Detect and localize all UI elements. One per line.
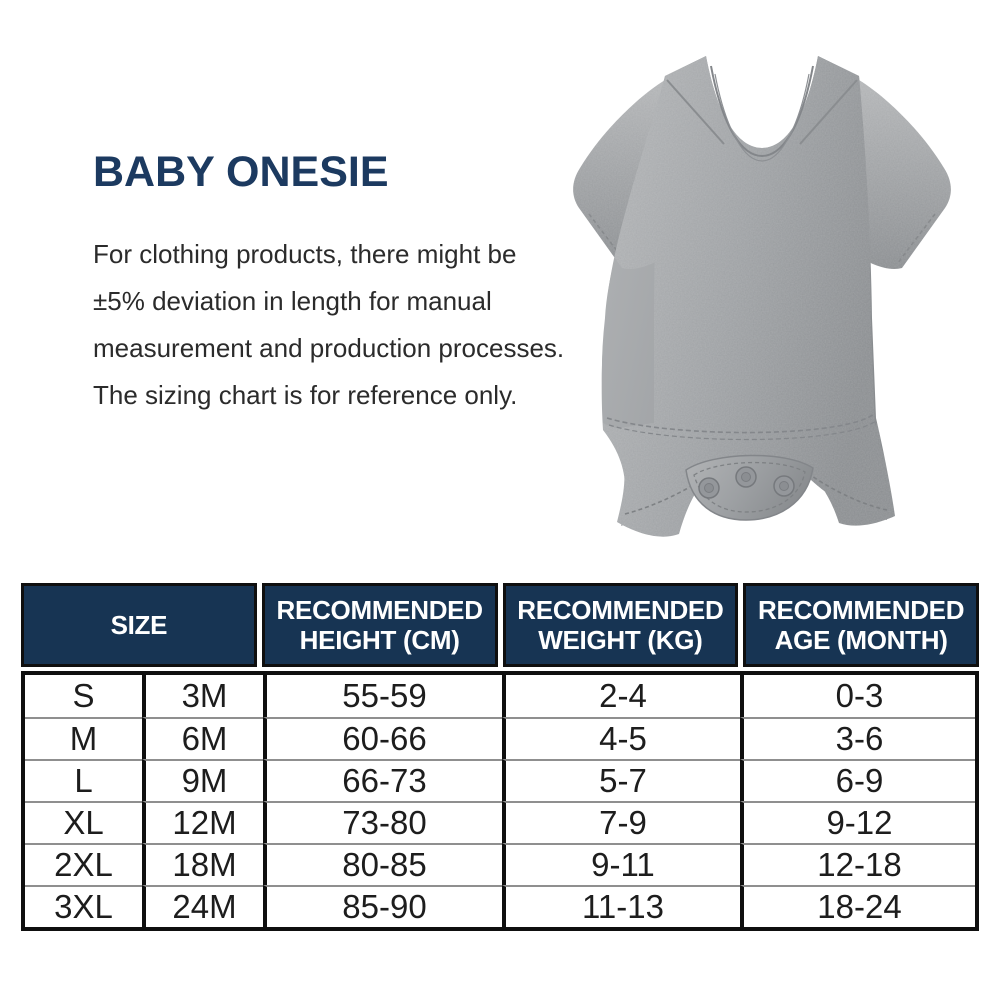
size-cell: XL [25,801,142,843]
weight-cell: 9-11 [502,843,740,885]
age-label-cell: 12M [142,801,263,843]
age-label-cell: 3M [142,675,263,717]
size-cell: M [25,717,142,759]
paragraph-line: The sizing chart is for reference only. [93,380,518,411]
paragraph-line: measurement and production processes. [93,333,565,364]
height-cell: 66-73 [263,759,502,801]
paragraph-line: ±5% deviation in length for manual [93,286,492,317]
page-title: BABY ONESIE [93,148,389,196]
weight-cell: 2-4 [502,675,740,717]
intro-paragraph [93,231,563,419]
col-header-size: SIZE [21,583,257,667]
height-cell: 60-66 [263,717,502,759]
onesie-illustration [543,18,981,558]
intro-section [93,148,563,419]
age-label-cell: 9M [142,759,263,801]
size-cell: S [25,675,142,717]
age-label-cell: 6M [142,717,263,759]
age-cell: 12-18 [740,843,975,885]
size-chart-table [21,583,979,931]
onesie-image [543,18,981,558]
age-cell: 9-12 [740,801,975,843]
age-cell: 6-9 [740,759,975,801]
size-cell: 3XL [25,885,142,927]
weight-cell: 5-7 [502,759,740,801]
col-header-weight: RECOMMENDED WEIGHT (KG) [503,583,739,667]
age-cell: 3-6 [740,717,975,759]
weight-cell: 11-13 [502,885,740,927]
height-cell: 73-80 [263,801,502,843]
age-label-cell: 24M [142,885,263,927]
age-cell: 0-3 [740,675,975,717]
weight-cell: 4-5 [502,717,740,759]
weight-cell: 7-9 [502,801,740,843]
height-cell: 55-59 [263,675,502,717]
height-cell: 80-85 [263,843,502,885]
col-header-height: RECOMMENDED HEIGHT (CM) [262,583,498,667]
size-cell: L [25,759,142,801]
size-cell: 2XL [25,843,142,885]
age-label-cell: 18M [142,843,263,885]
col-header-age: RECOMMENDED AGE (MONTH) [743,583,979,667]
table-header-row [21,583,979,667]
height-cell: 85-90 [263,885,502,927]
paragraph-line: For clothing products, there might be [93,239,517,270]
age-cell: 18-24 [740,885,975,927]
table-body [21,671,979,931]
